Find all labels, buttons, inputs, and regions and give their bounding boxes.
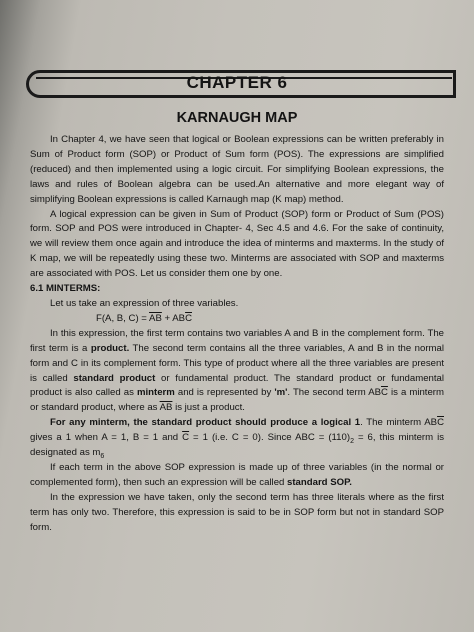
text-bold: standard SOP. [287,476,352,488]
text-bold: standard product [73,372,156,384]
paragraph-conclusion: In the expression we have taken, only the second term has three literals where as the first term has only two. Therefore, this expression is said to be in SOP form but not in standard SOP form. [30,491,444,533]
text: and is represented by [174,387,275,399]
paragraph-logical-one [30,416,444,461]
subscript: 2 [350,438,354,446]
text: In this expression, the first term contains two variables A and B in the complement form. The first term is a [30,327,444,354]
eq-plus: + AB [161,312,186,324]
text-overline: $\overline{C}$ [381,387,388,399]
text-bold: minterm [136,387,175,399]
section-heading-minterms: 6.1 MINTERMS: [30,283,101,295]
chapter-heading: CHAPTER 6 [186,73,288,92]
paragraph-expression-intro: Let us take an expression of three variables. [50,297,239,309]
subscript: 6 [100,452,105,460]
text-bold: 'm' [274,387,288,399]
equation-f [30,312,444,327]
chapter-title: KARNAUGH MAP [176,110,298,126]
text: The second term contains all the three variables, A and B in the normal form and C in its complement form. This type of product where all the three variables are present is called [30,342,444,384]
paragraph-standard-product [30,327,444,416]
text-overline: $\overline{C}$ [437,417,444,429]
text: . The minterm AB [360,417,438,429]
paragraph-intro: In Chapter 4, we have seen that logical or Boolean expressions can be written preferably in Sum of Product form (SOP) or Product of Sum form (POS). The expressions are simplified (reduced) and then implemented using a logic circuit. For simplifying Boolean expressions, the laws and rules of Boolean algebra can be used.An alternative and more elegant way of simplifying Boolean expressions is called Karnaugh map (K map) method. [30,134,444,205]
text-bold: product. [90,342,130,354]
text: = 1 (i.e. C = 0). Since ABC = (110) [189,432,351,444]
text-bold: For any minterm, the standard product should produce a logical 1 [50,417,361,429]
paragraph-standard-sop [30,461,444,491]
text-overline: $\overline{C}$ [182,432,190,444]
text: is just a product. [172,402,245,414]
text: or fundamental product. The standard product or fundamental product is also called as [30,372,444,399]
text: . The second term AB [287,387,381,399]
eq-term2-c: $\overline{C}$ [185,312,192,324]
text: = 6, this minterm is designated as m [30,432,444,459]
body-text [30,133,444,535]
text-overline: $\overline{AB}$ [159,402,173,414]
text: gives a 1 when A = 1, B = 1 and [30,432,183,444]
text: If each term in the above SOP expression is made up of three variables (in the normal or complemented form), then such an expression will be called [30,461,444,488]
paragraph-sop-pos: A logical expression can be given in Sum of Product (SOP) form or Product of Sum (POS) form. SOP and POS were introduced in Chapter- 4, Sec 4.5 and 4.6. For the sake of continuity, we will review them once again and introduce the idea of minterms and maxterms. In the study of K map, we will be repeatedly using these two. Minterms are associated with SOP and maxterms are associated with POS. Let us consider them one by one. [30,208,444,280]
eq-term1: $\overline{AB}$ [149,312,162,324]
text: is a minterm or standard product, where as [30,387,444,414]
eq-lhs: F(A, B, C) = [96,312,150,324]
